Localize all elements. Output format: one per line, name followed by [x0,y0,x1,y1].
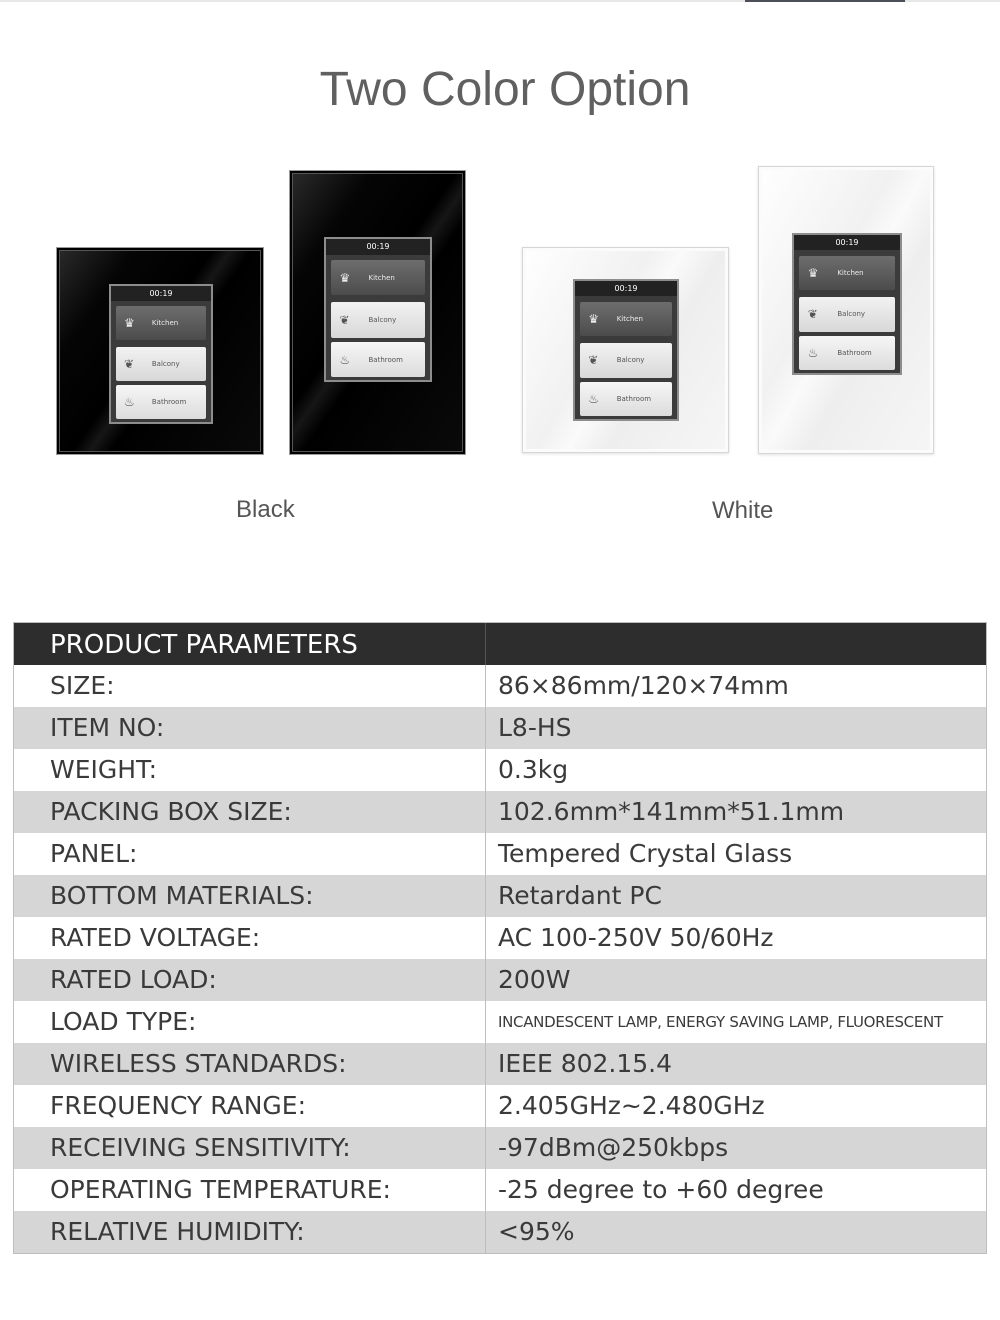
parameter-label: WIRELESS STANDARDS: [14,1043,486,1085]
clock-time: 00:19 [366,242,390,252]
parameter-label: LOAD TYPE: [14,1001,486,1043]
white-label: White [712,497,774,524]
parameter-label: OPERATING TEMPERATURE: [14,1169,486,1211]
product-parameters-table [13,622,987,1254]
scene-label: Balcony [368,316,397,325]
table-row [14,1043,986,1085]
scene-tile[interactable] [580,302,672,337]
clock-time: 00:19 [835,238,859,248]
parameter-value: 102.6mm*141mm*51.1mm [498,797,845,826]
panel-screen [324,237,432,382]
black-tall-panel [289,170,466,455]
chef-hat-icon: ♛ [807,265,819,280]
scene-tile[interactable] [116,347,206,381]
parameter-label: RECEIVING SENSITIVITY: [14,1127,486,1169]
table-row [14,665,986,707]
status-bar [575,281,677,296]
white-square-panel [522,247,729,453]
scene-label: Kitchen [837,268,864,277]
scene-label: Kitchen [368,273,395,282]
plant-icon: ❦ [807,307,818,322]
scene-label: Kitchen [616,314,643,323]
parameter-label: RATED VOLTAGE: [14,917,486,959]
chef-hat-icon: ♛ [588,311,600,326]
scene-tile[interactable] [116,306,206,340]
parameter-label: PANEL: [14,833,486,875]
parameter-value: 86×86mm/120×74mm [498,671,789,700]
plant-icon: ❦ [339,313,350,328]
parameter-value: -25 degree to +60 degree [498,1175,824,1204]
scene-label: Bathroom [837,348,872,357]
scene-label: Bathroom [616,394,652,403]
parameter-label: SIZE: [14,665,486,707]
status-bar [794,235,900,250]
black-label: Black [236,496,295,523]
scene-label: Bathroom [151,398,187,407]
panel-screen [573,279,679,421]
clock-time: 00:19 [149,288,173,298]
table-row [14,833,986,875]
table-row [14,1211,986,1253]
table-row [14,1001,986,1043]
bathtub-icon: ♨ [588,391,600,406]
table-row [14,1085,986,1127]
plant-icon: ❦ [588,353,599,368]
parameter-label: RELATIVE HUMIDITY: [14,1211,486,1253]
top-accent-bar [745,0,905,2]
table-header-title: PRODUCT PARAMETERS [14,623,486,665]
scene-tile[interactable] [580,382,672,417]
parameter-label: ITEM NO: [14,707,486,749]
scene-label: Balcony [616,356,645,365]
scene-tile[interactable] [799,336,894,371]
table-row [14,1127,986,1169]
scene-tile[interactable] [331,260,425,295]
scene-tile[interactable] [331,342,425,377]
table-row [14,749,986,791]
parameter-value: <95% [498,1217,575,1246]
parameter-label: BOTTOM MATERIALS: [14,875,486,917]
parameter-value: Retardant PC [498,881,662,910]
bathtub-icon: ♨ [807,345,819,360]
status-bar [111,286,211,301]
parameter-label: RATED LOAD: [14,959,486,1001]
scene-label: Bathroom [368,355,403,364]
scene-tile[interactable] [116,385,206,419]
table-row [14,875,986,917]
parameter-value: 200W [498,965,571,994]
black-square-panel [56,247,264,455]
panel-screen [792,233,902,375]
bathtub-icon: ♨ [124,395,135,410]
parameter-value: -97dBm@250kbps [498,1133,729,1162]
table-row [14,959,986,1001]
plant-icon: ❦ [124,357,135,372]
scene-label: Kitchen [151,319,179,328]
parameter-value: AC 100-250V 50/60Hz [498,923,774,952]
parameter-label: WEIGHT: [14,749,486,791]
scene-label: Balcony [837,310,866,319]
table-row [14,1169,986,1211]
status-bar [326,239,430,255]
panel-screen [109,284,213,424]
table-row [14,791,986,833]
page-title: Two Color Option [319,63,691,116]
parameter-value: Tempered Crystal Glass [498,839,793,868]
table-header [14,623,986,665]
scene-tile[interactable] [331,302,425,337]
chef-hat-icon: ♛ [339,270,351,285]
parameter-label: FREQUENCY RANGE: [14,1085,486,1127]
bathtub-icon: ♨ [339,352,351,367]
scene-tile[interactable] [799,256,894,291]
parameter-value: IEEE 802.15.4 [498,1049,673,1078]
clock-time: 00:19 [614,284,638,294]
parameter-value: 0.3kg [498,755,569,784]
scene-tile[interactable] [799,297,894,332]
white-tall-panel [758,166,934,454]
scene-tile[interactable] [580,343,672,378]
parameter-value: 2.405GHz~2.480GHz [498,1091,765,1120]
table-row [14,917,986,959]
parameter-value: INCANDESCENT LAMP, ENERGY SAVING LAMP, FLUORESCENT [498,1013,943,1031]
parameter-label: PACKING BOX SIZE: [14,791,486,833]
table-row [14,707,986,749]
parameter-value: L8-HS [498,713,572,742]
chef-hat-icon: ♛ [124,316,135,331]
scene-label: Balcony [151,360,180,369]
